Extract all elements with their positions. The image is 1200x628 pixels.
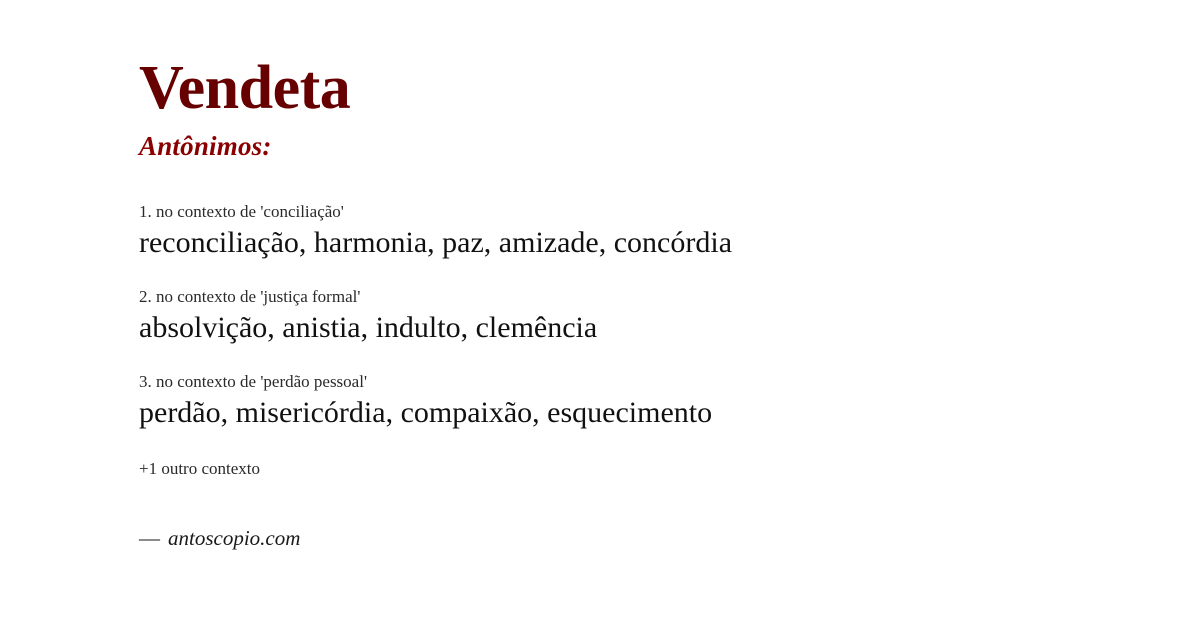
source-name: antoscopio.com: [168, 525, 301, 550]
em-dash: —: [139, 525, 160, 550]
list-item: [139, 287, 1140, 347]
sense-antonyms: absolvição, anistia, indulto, clemência: [139, 311, 598, 345]
page-title: Vendeta: [139, 54, 351, 122]
source-attribution: [139, 526, 1140, 551]
sense-context-label: 2. no contexto de 'justiça formal': [139, 286, 361, 306]
list-item: [139, 202, 1140, 262]
sense-context-label: 3. no contexto de 'perdão pessoal': [139, 371, 368, 391]
list-item: [139, 372, 1140, 432]
more-contexts-note: +1 outro contexto: [139, 458, 261, 478]
sense-antonyms: perdão, misericórdia, compaixão, esquecimento: [139, 396, 713, 430]
senses-list: [139, 202, 1140, 432]
section-subtitle: Antônimos:: [139, 131, 272, 162]
sense-context-label: 1. no contexto de 'conciliação': [139, 202, 344, 222]
sense-antonyms: reconciliação, harmonia, paz, amizade, concórdia: [139, 226, 733, 260]
